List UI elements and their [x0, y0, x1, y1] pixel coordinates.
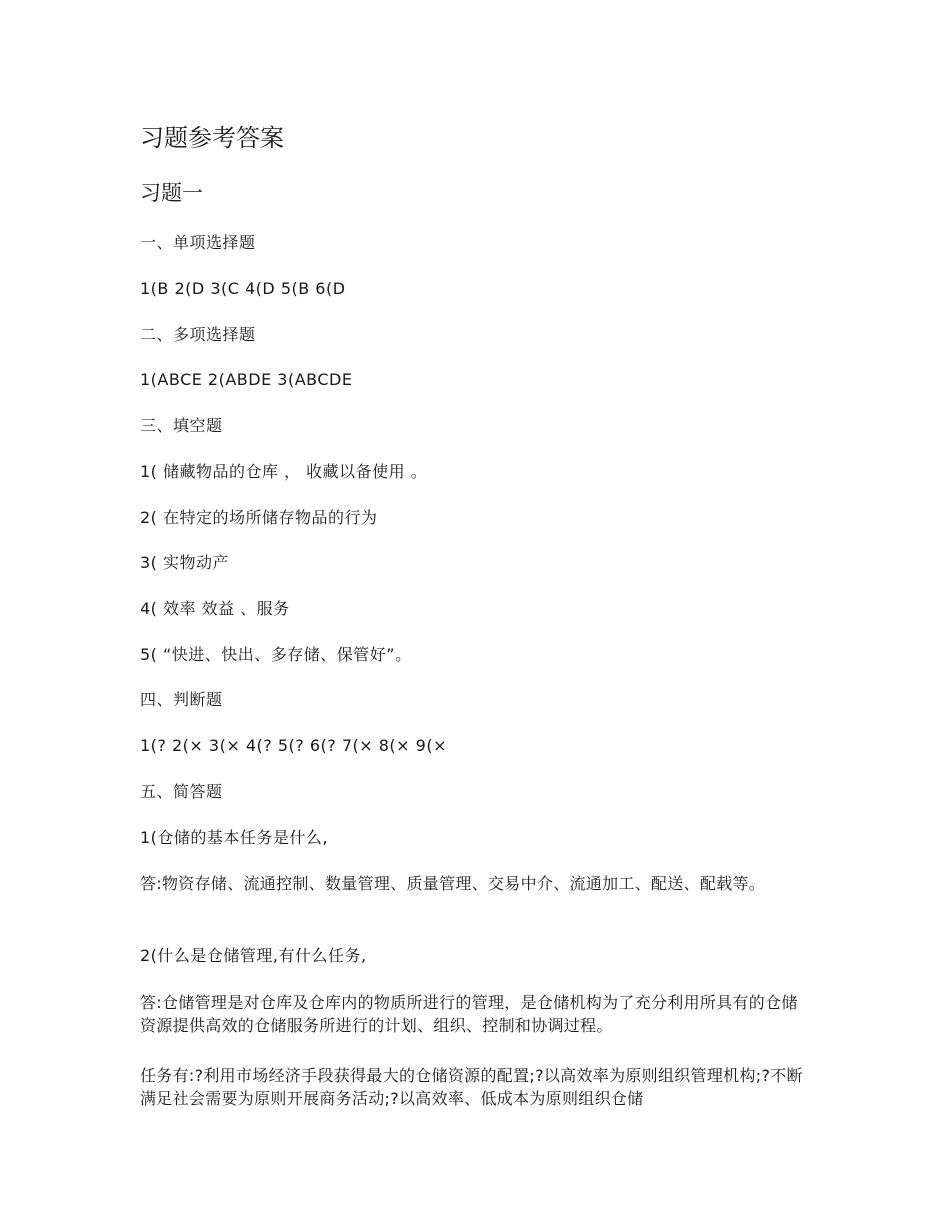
single-choice-answers: 1(B 2(D 3(C 4(D 5(B 6(D [140, 279, 346, 298]
question-2: 2(什么是仓储管理,有什么任务, [140, 946, 367, 965]
answer-2-tasks: 任务有:?利用市场经济手段获得最大的仓储资源的配置;?以高效率为原则组织管理机构;?不断满足社会需要为原则开展商务活动;?以高效率、低成本为原则组织仓储 [140, 1066, 803, 1108]
section-heading-multi-choice: 二、多项选择题 [140, 325, 256, 344]
multi-choice-answers: 1(ABCE 2(ABDE 3(ABCDE [140, 370, 353, 389]
section-heading-true-false: 四、判断题 [140, 690, 223, 709]
fill-blank-item: 4( 效率 效益 、服务 [140, 599, 290, 618]
fill-blank-item: 5( “快进、快出、多存储、保管好”。 [140, 645, 412, 664]
exercise-heading: 习题一 [140, 181, 203, 205]
fill-blank-item: 1( 储藏物品的仓库 ， 收藏以备使用 。 [140, 462, 428, 481]
true-false-answers: 1(? 2(× 3(× 4(? 5(? 6(? 7(× 8(× 9(× [140, 736, 447, 755]
page-title: 习题参考答案 [140, 124, 284, 152]
question-1: 1(仓储的基本任务是什么, [140, 828, 329, 847]
fill-blank-item: 2( 在特定的场所储存物品的行为 [140, 508, 378, 527]
section-heading-short-answer: 五、简答题 [140, 782, 223, 801]
answer-2: 答:仓储管理是对仓库及仓库内的物质所进行的管理，是仓储机构为了充分利用所具有的仓储资源提供高效的仓储服务所进行的计划、组织、控制和协调过程。 [140, 993, 798, 1035]
section-heading-fill-blank: 三、填空题 [140, 416, 223, 435]
section-heading-single-choice: 一、单项选择题 [140, 233, 256, 252]
answer-1: 答:物资存储、流通控制、数量管理、质量管理、交易中介、流通加工、配送、配载等。 [140, 874, 766, 893]
fill-blank-item: 3( 实物动产 [140, 553, 230, 572]
